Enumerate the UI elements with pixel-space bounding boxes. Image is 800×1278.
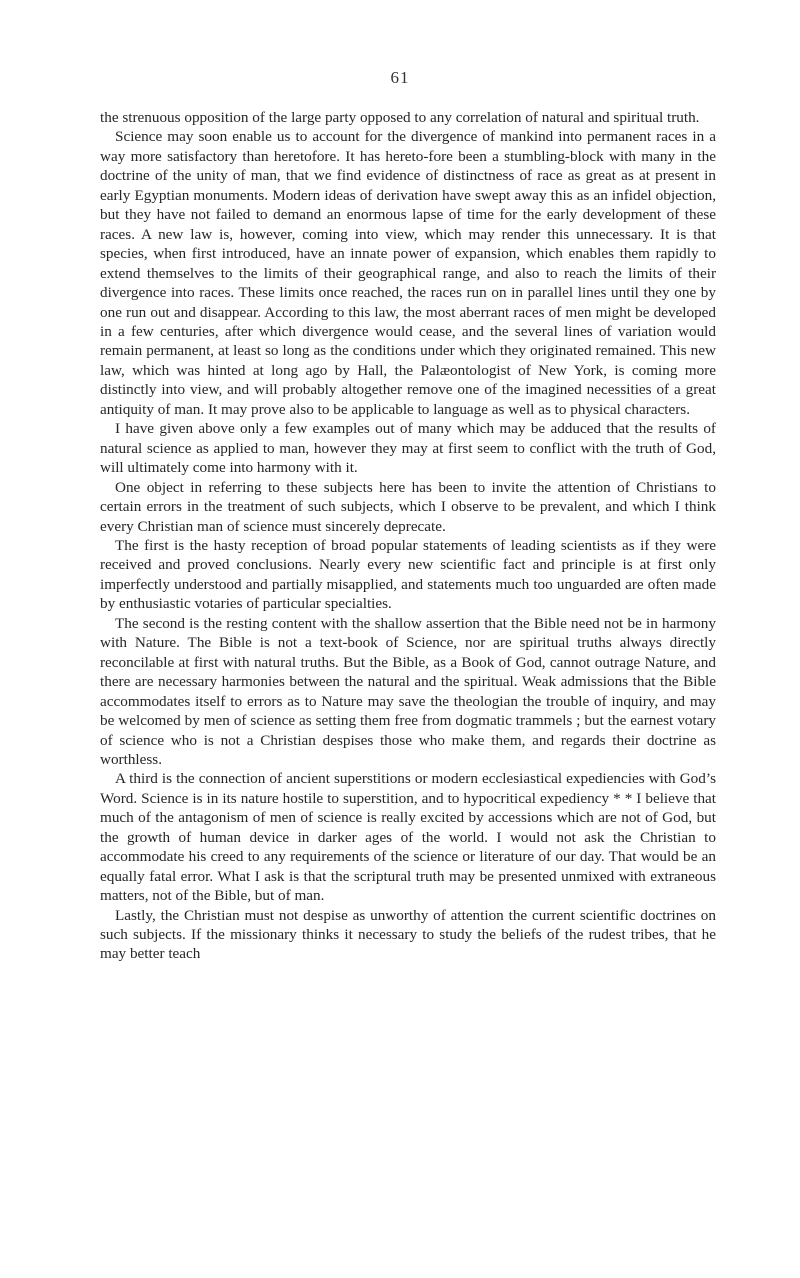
- body-text: [100, 108, 716, 964]
- paragraph-lastly: Lastly, the Christian must not despise as unworthy of attention the current scientific doctrines on such subjects. If the missionary thinks it necessary to study the beliefs of the rudest tribes, that he may better teach: [100, 906, 716, 963]
- paragraph-first-error: The first is the hasty reception of broad popular statements of leading scientists as if they were received and proved conclusions. Nearly every new scientific fact and principle is at first only imperfectly understood and partially misapplied, and statements much too unguarded are often made by enthusiastic votaries of particular specialties.: [100, 536, 716, 613]
- paragraph-continuation: the strenuous opposition of the large party opposed to any correlation of natural and spiritual truth.: [100, 109, 700, 126]
- page-number: 61: [390, 68, 410, 87]
- paragraph-races: Science may soon enable us to account for the divergence of mankind into permanent races in a way more satisfactory than heretofore. It has hereto-fore been a stumbling-block with many in the doctrine of the unity of man, that we find evidence of distinctness of race as great as at present in early Egyptian monuments. Modern ideas of derivation have swept away this as an infidel objection, but they have not failed to demand an enormous lapse of time for the early development of these races. A new law is, however, coming into view, which may render this unnecessary. It is that species, when first introduced, have an innate power of expansion, which enables them rapidly to extend themselves to the limits of their geographical range, and also to reach the limits of their divergence into races. These limits once reached, the races run on in parallel lines until they one by one run out and disappear. According to this law, the most aberrant races of men might be developed in a few centuries, after which divergence would cease, and the several lines of variation would remain permanent, at least so long as the conditions under which they originated remained. This new law, which was hinted at long ago by Hall, the Palæontologist of New York, is coming more distinctly into view, and will probably altogether remove one of the imagined necessities of a great antiquity of man. It may prove also to be applicable to language as well as to physical characters.: [100, 128, 716, 418]
- paragraph-second-error: The second is the resting content with the shallow assertion that the Bible need not be in harmony with Nature. The Bible is not a text-book of Science, nor are spiritual truths always directly reconcilable at first with natural truths. But the Bible, as a Book of God, cannot outrage Nature, and there are necessary harmonies between the natural and the spiritual. Weak admissions that the Bible accommodates itself to errors as to Nature may save the theologian the trouble of inquiry, and may be welcomed by men of science as setting them free from dogmatic trammels ; but the earnest votary of science who is not a Christian despises those who make them, and regards their doctrine as worthless.: [100, 614, 716, 768]
- paragraph-third-error: A third is the connection of ancient superstitions or modern ecclesiastical expediencies with God’s Word. Science is in its nature hostile to superstition, and to hypocritical expediency * * I believe that much of the antagonism of men of science is really excited by accessions which are not of God, but the growth of human device in darker ages of the world. I would not ask the Christian to accommodate his creed to any requirements of the science or literature of our day. That would be an equally fatal error. What I ask is that the scriptural truth may be presented unmixed with extraneous matters, not of the Bible, but of man.: [100, 770, 716, 905]
- paragraph-object: One object in referring to these subjects here has been to invite the attention of Christians to certain errors in the treatment of such subjects, which I observe to be prevalent, and which I think every Christian man of science must sincerely deprecate.: [100, 478, 716, 535]
- paragraph-examples: I have given above only a few examples out of many which may be adduced that the results of natural science as applied to man, however they may at first seem to conflict with the truth of God, will ultimately come into harmony with it.: [100, 420, 716, 477]
